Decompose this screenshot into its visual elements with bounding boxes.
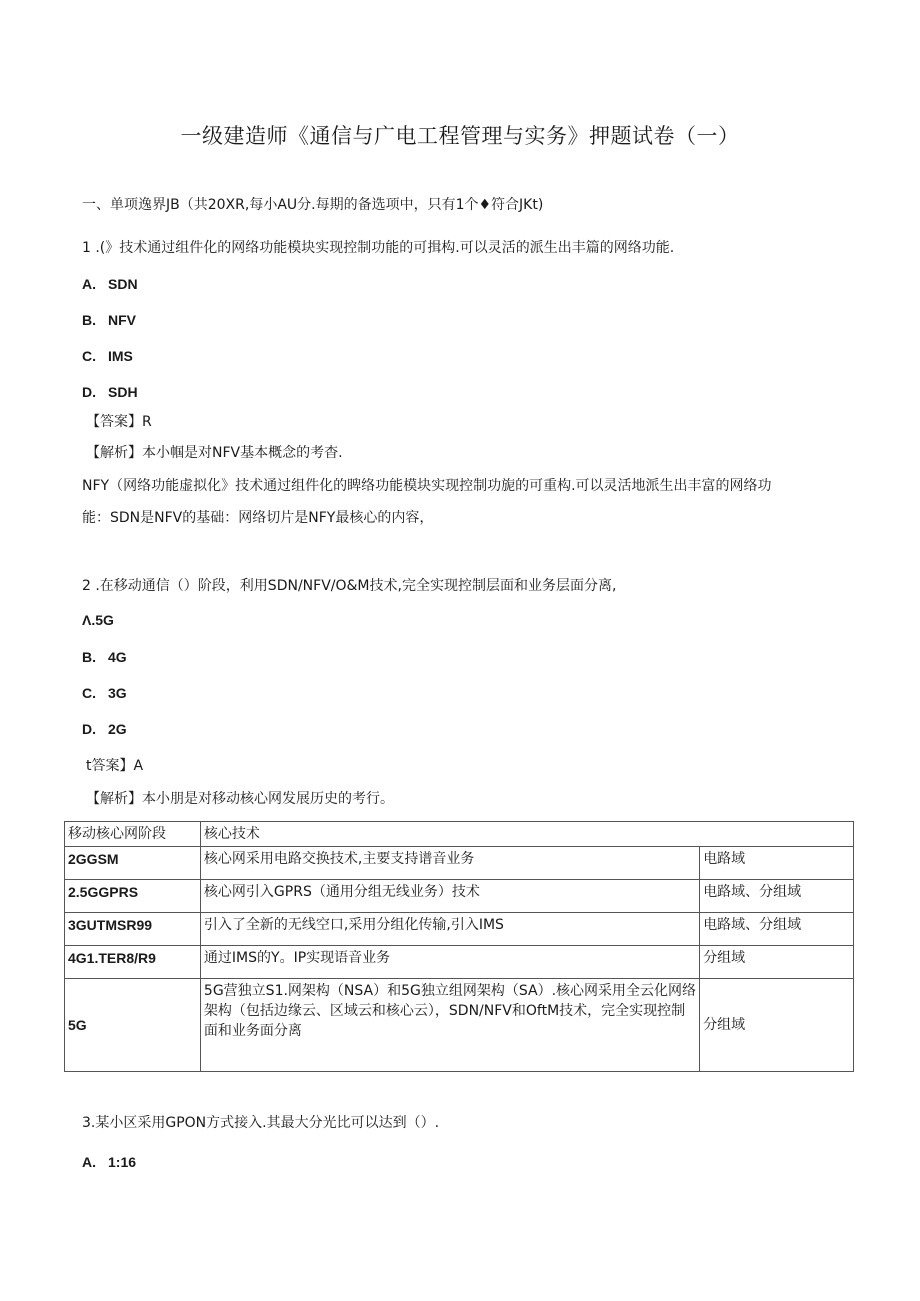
table-row [65, 979, 854, 1072]
option-text: NFV [108, 312, 136, 328]
option-letter: D. [82, 384, 96, 400]
option-letter: D. [82, 721, 96, 737]
q1-option-c [82, 346, 133, 367]
domain-cell: 电路域 [700, 847, 854, 880]
option-letter: A. [82, 276, 96, 292]
stage-cell: 3GUTMSR99 [65, 913, 201, 946]
table-row [65, 880, 854, 913]
option-text: 4G [108, 649, 127, 665]
domain-cell: 电路域、分组域 [700, 913, 854, 946]
core-network-table [64, 821, 854, 1072]
q2-question: 2 .在移动通信（）阶段，利用SDN/NFV/O&M技术,完全实现控制层面和业务层面分离, [82, 578, 617, 594]
table-header-cell: 核心技术 [200, 822, 853, 847]
q1-analysis: 【解析】本小帼是对NFV基本概念的考杳. [86, 445, 343, 461]
option-text: 5G [95, 612, 114, 628]
q1-option-b [82, 310, 136, 331]
q3-option-a [82, 1152, 136, 1173]
domain-cell: 分组域 [700, 979, 854, 1072]
option-letter: A. [82, 1154, 96, 1170]
q2-option-d [82, 719, 127, 740]
option-letter: Λ. [82, 612, 96, 628]
stage-cell: 4G1.TER8/R9 [65, 946, 201, 979]
tech-cell: 通过IMS的Y。IP实现语音业务 [200, 946, 699, 979]
q1-option-d [82, 382, 138, 403]
q1-analysis-line2: 能：SDN是NFV的基础：网络切片是NFY最核心的内容， [82, 510, 434, 526]
page-title: 一级建造师《通信与广电工程管理与实务》押题试卷（一） [180, 124, 740, 148]
q2-option-c [82, 683, 127, 704]
option-text: 2G [108, 721, 127, 737]
tech-cell: 5G营独立S1.网架构（NSA）和5G独立组网架构（SA）.核心网采用全云化网络架构（包括边缘云、区域云和核心云），SDN/NFV和OftM技术，完全实现控制面和业务面分离 [200, 979, 699, 1072]
option-text: SDN [108, 276, 138, 292]
option-text: IMS [108, 348, 133, 364]
option-text: SDH [108, 384, 138, 400]
stage-cell: 2.5GGPRS [65, 880, 201, 913]
table-header-row [65, 822, 854, 847]
table-row [65, 847, 854, 880]
q1-analysis-line1: NFY（网络功能虚拟化》技术通过组件化的睥络功能模块实现控制功旎的可重构.可以灵活地派生出丰富的网络功 [82, 478, 772, 494]
tech-cell: 核心网采用电路交换技术,主要支持谱音业务 [200, 847, 699, 880]
stage-cell: 2GGSM [65, 847, 201, 880]
option-text: 1:16 [108, 1154, 137, 1170]
table-row [65, 913, 854, 946]
q2-answer: t答案】A [86, 758, 144, 774]
tech-cell: 引入了全新的无线空口,采用分组化传输,引入IMS [200, 913, 699, 946]
q3-question: 3.某小区采用GPON方式接入.其最大分光比可以达到（）. [82, 1115, 440, 1131]
domain-cell: 分组域 [700, 946, 854, 979]
option-letter: B. [82, 649, 96, 665]
q2-analysis: 【解析】本小朋是对移动核心网发展历史的考行。 [86, 791, 394, 807]
option-letter: B. [82, 312, 96, 328]
section-header: 一、单项逸界JB（共20XR,每小AU分.每期的备选项中，只有1个♦符合JKt) [82, 197, 544, 213]
table-header-cell: 移动核心网阶段 [65, 822, 201, 847]
q1-option-a [82, 274, 138, 295]
q1-question: 1 .(》技术通过组件化的网络功能模块实现控制功能的可揖构.可以灵活的派生出丰篇的网络功能. [82, 240, 675, 256]
tech-cell: 核心网引入GPRS（通用分组无线业务）技术 [200, 880, 699, 913]
option-text: 3G [108, 685, 127, 701]
q1-answer: 【答案】R [86, 414, 152, 430]
domain-cell: 电路域、分组域 [700, 880, 854, 913]
q2-option-b [82, 647, 127, 668]
q2-option-a [82, 610, 114, 631]
option-letter: C. [82, 348, 96, 364]
table-row [65, 946, 854, 979]
option-letter: C. [82, 685, 96, 701]
stage-cell: 5G [65, 979, 201, 1072]
